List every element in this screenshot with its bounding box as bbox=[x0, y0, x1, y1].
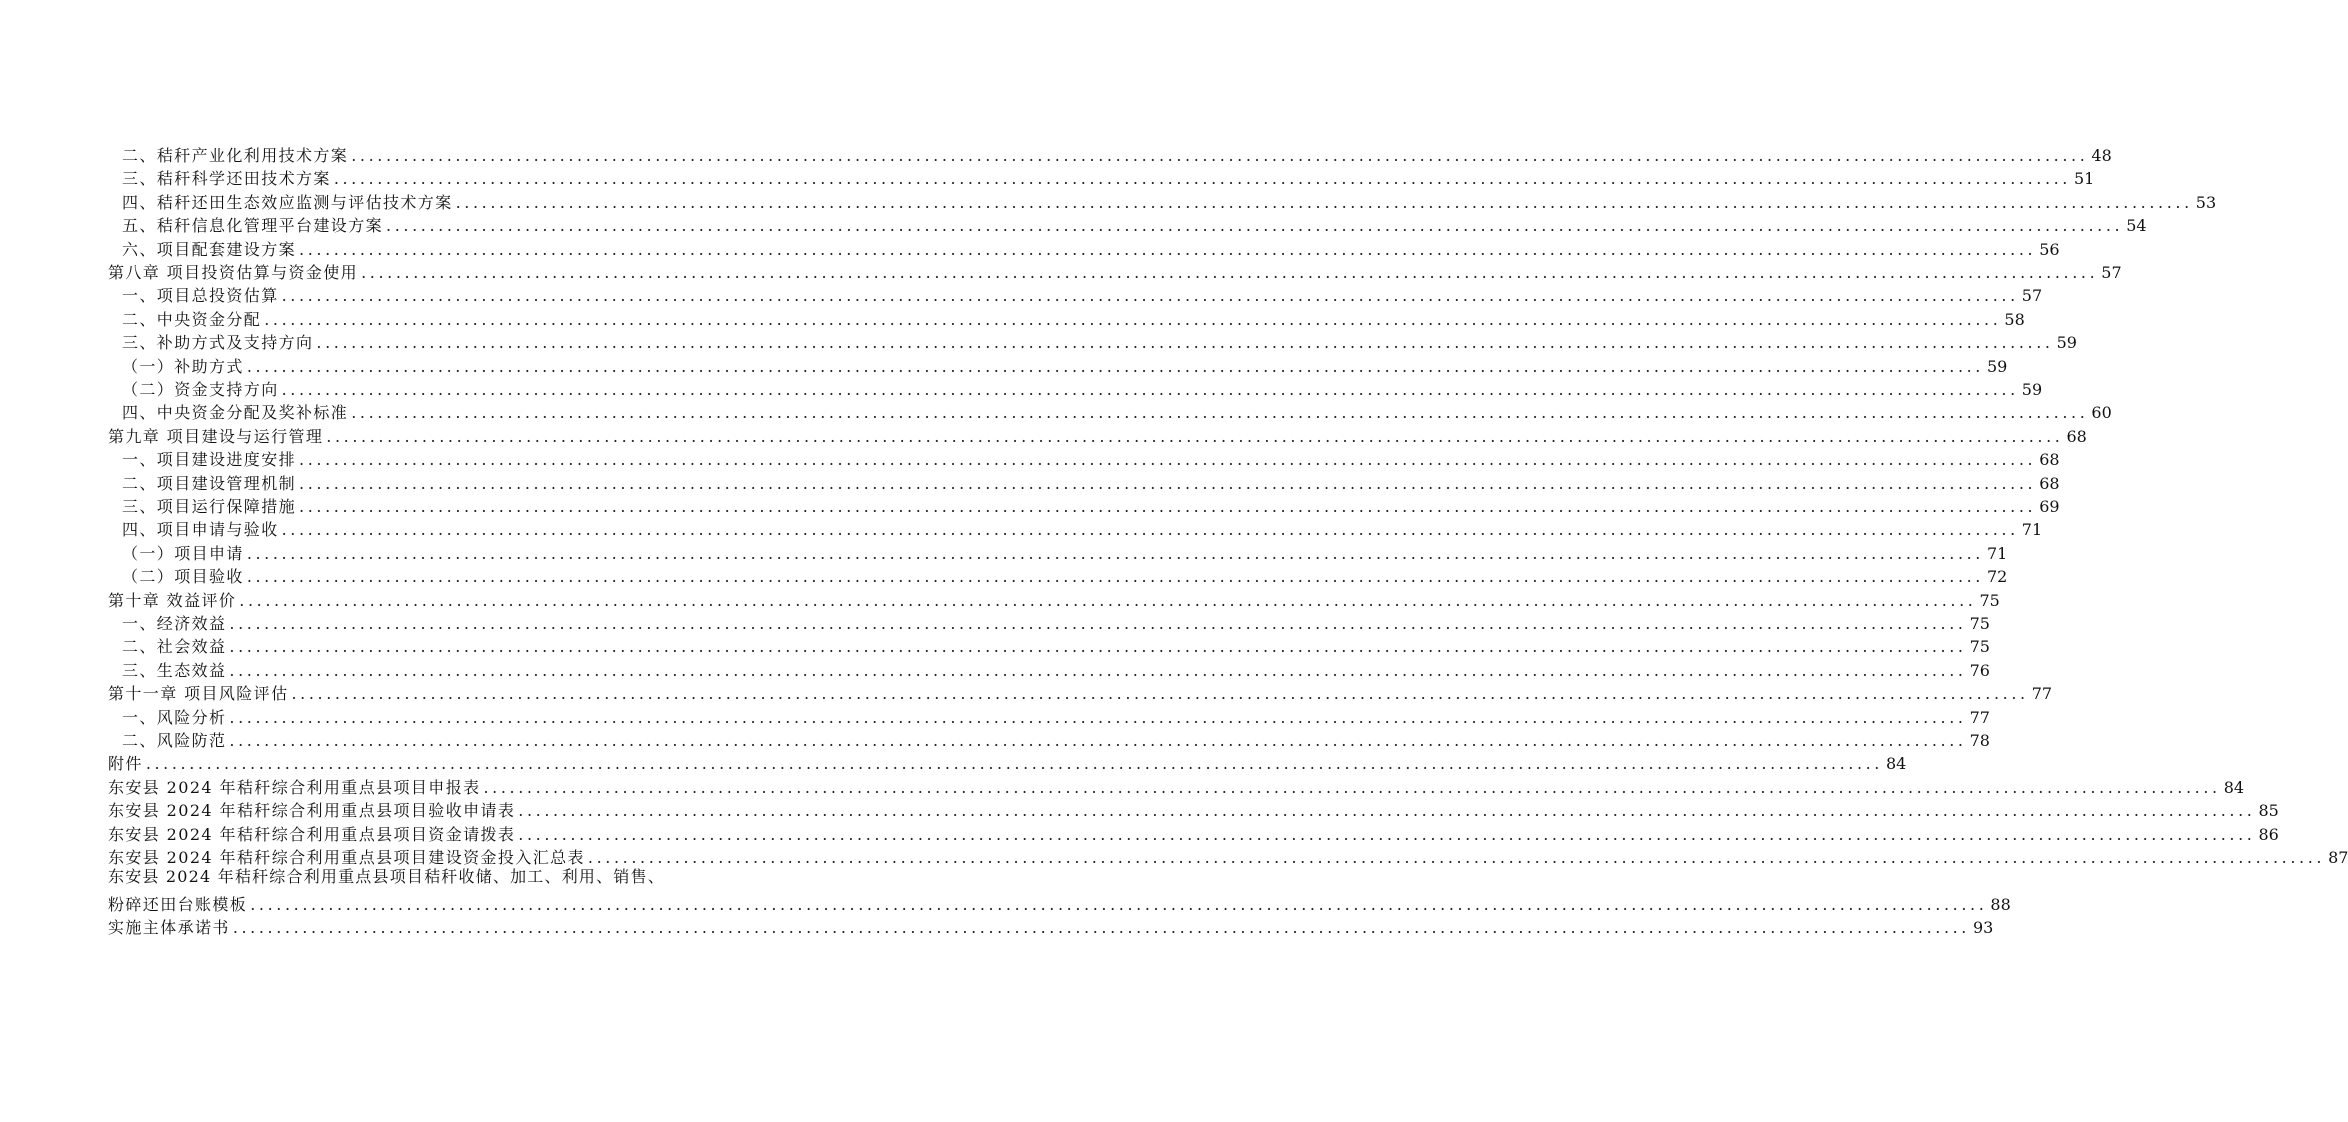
toc-dot-leader: ........................................................................................................................................................................................................ bbox=[246, 543, 1984, 563]
toc-entry[interactable] bbox=[122, 306, 2025, 330]
toc-entry[interactable] bbox=[122, 610, 1990, 634]
toc-dot-leader: ........................................................................................................................................................................................................ bbox=[229, 707, 1967, 727]
toc-entry-title-line1[interactable]: 东安县 2024 年秸秆综合利用重点县项目秸秆收储、加工、利用、销售、 bbox=[108, 867, 665, 887]
toc-entry-title: 第八章 项目投资估算与资金使用 bbox=[108, 263, 359, 282]
toc-entry[interactable] bbox=[122, 329, 2077, 353]
toc-dot-leader: ........................................................................................................................................................................................................ bbox=[229, 731, 1967, 750]
toc-page-number: 72 bbox=[1987, 567, 2008, 587]
toc-entry[interactable] bbox=[122, 563, 2008, 587]
toc-dot-leader: ........................................................................................................................................................................................................ bbox=[145, 754, 1883, 774]
toc-entry[interactable] bbox=[122, 657, 1990, 681]
toc-page-number: 59 bbox=[2021, 380, 2043, 399]
toc-entry-title: （二）资金支持方向 bbox=[122, 380, 279, 399]
toc-entry[interactable] bbox=[122, 446, 2060, 470]
toc-entry[interactable] bbox=[108, 821, 2279, 845]
toc-entry-title: 第十章 效益评价 bbox=[108, 590, 237, 610]
toc-entry[interactable] bbox=[108, 891, 2011, 915]
toc-page-number: 53 bbox=[2195, 192, 2217, 212]
toc-entry[interactable] bbox=[108, 774, 2245, 798]
toc-entry[interactable] bbox=[122, 282, 2043, 306]
toc-entry-title: （二）项目验收 bbox=[122, 567, 244, 587]
toc-page-number: 71 bbox=[2021, 520, 2043, 540]
toc-dot-leader: ........................................................................................................................................................................................................ bbox=[246, 567, 1984, 587]
toc-entry-title: 东安县 2024 年秸秆综合利用重点县项目资金请拨表 bbox=[108, 824, 516, 844]
toc-dot-leader: ........................................................................................................................................................................................................ bbox=[281, 380, 2019, 399]
toc-dot-leader: ........................................................................................................................................................................................................ bbox=[326, 426, 2064, 446]
toc-dot-leader: ........................................................................................................................................................................................................ bbox=[229, 660, 1967, 680]
toc-dot-leader: ........................................................................................................................................................................................................ bbox=[351, 403, 2089, 423]
toc-entry-title: 三、补助方式及支持方向 bbox=[122, 333, 314, 353]
toc-entry-title: 二、项目建设管理机制 bbox=[122, 473, 297, 493]
toc-dot-leader: ........................................................................................................................................................................................................ bbox=[246, 356, 1984, 376]
toc-dot-leader: ........................................................................................................................................................................................................ bbox=[455, 192, 2193, 212]
toc-entry-title: 四、秸秆还田生态效应监测与评估技术方案 bbox=[122, 192, 453, 212]
toc-page-number: 93 bbox=[1973, 918, 1994, 938]
toc-dot-leader: ........................................................................................................................................................................................................ bbox=[239, 590, 1977, 610]
toc-entry[interactable] bbox=[122, 212, 2147, 236]
toc-entry[interactable] bbox=[122, 376, 2043, 400]
toc-page-number: 69 bbox=[2039, 497, 2060, 516]
toc-entry[interactable] bbox=[122, 540, 2008, 564]
toc-page-number: 68 bbox=[2066, 426, 2087, 446]
toc-entry-title: （一）项目申请 bbox=[122, 543, 244, 563]
toc-dot-leader: ........................................................................................................................................................................................................ bbox=[518, 801, 2256, 821]
toc-page-number: 75 bbox=[1969, 637, 1990, 657]
toc-entry-title: 第九章 项目建设与运行管理 bbox=[108, 426, 324, 446]
toc-chapter-entry[interactable] bbox=[108, 259, 2122, 283]
toc-entry-title: 一、项目建设进度安排 bbox=[122, 450, 297, 470]
toc-dot-leader: ........................................................................................................................................................................................................ bbox=[351, 146, 2089, 165]
toc-page-number: 75 bbox=[1979, 590, 2000, 610]
toc-page-number: 84 bbox=[1886, 754, 1907, 774]
toc-entry-title: 二、社会效益 bbox=[122, 637, 227, 657]
toc-dot-leader: ........................................................................................................................................................................................................ bbox=[299, 239, 2037, 259]
toc-entry[interactable] bbox=[122, 236, 2060, 260]
toc-entry-title: 东安县 2024 年秸秆综合利用重点县项目申报表 bbox=[108, 777, 481, 797]
toc-chapter-entry[interactable] bbox=[108, 423, 2087, 447]
toc-entry[interactable] bbox=[122, 704, 1990, 728]
toc-dot-leader: ........................................................................................................................................................................................................ bbox=[333, 169, 2071, 189]
toc-page-number: 59 bbox=[2056, 333, 2077, 353]
toc-dot-leader: ........................................................................................................................................................................................................ bbox=[361, 263, 2099, 282]
toc-dot-leader: ........................................................................................................................................................................................................ bbox=[316, 333, 2054, 353]
toc-entry-title: 三、项目运行保障措施 bbox=[122, 497, 297, 516]
toc-page-number: 57 bbox=[2021, 286, 2043, 306]
toc-entry-title: 第十一章 项目风险评估 bbox=[108, 684, 289, 704]
toc-entry[interactable] bbox=[108, 914, 1994, 938]
toc-entry[interactable] bbox=[122, 353, 2008, 377]
toc-page-number: 60 bbox=[2091, 403, 2112, 423]
toc-entry[interactable] bbox=[122, 399, 2112, 423]
toc-page-number: 77 bbox=[2031, 684, 2053, 704]
toc-entry-title: 一、风险分析 bbox=[122, 707, 227, 727]
toc-entry-title: 一、经济效益 bbox=[122, 614, 227, 633]
toc-page-number: 76 bbox=[1969, 660, 1990, 680]
toc-page-number: 78 bbox=[1969, 731, 1990, 750]
toc-chapter-entry[interactable] bbox=[108, 680, 2053, 704]
toc-entry-title: 六、项目配套建设方案 bbox=[122, 239, 297, 259]
toc-entry-title: 东安县 2024 年秸秆综合利用重点县项目建设资金投入汇总表 bbox=[108, 848, 585, 867]
toc-page-number: 57 bbox=[2101, 263, 2122, 282]
toc-entry[interactable] bbox=[122, 493, 2060, 517]
toc-entry-title: 二、秸秆产业化利用技术方案 bbox=[122, 146, 349, 165]
toc-page-number: 58 bbox=[2004, 309, 2025, 329]
toc-dot-leader: ........................................................................................................................................................................................................ bbox=[250, 894, 1988, 914]
toc-dot-leader: ........................................................................................................................................................................................................ bbox=[281, 286, 2019, 306]
toc-entry-title: 三、秸秆科学还田技术方案 bbox=[122, 169, 331, 189]
toc-dot-leader: ........................................................................................................................................................................................................ bbox=[229, 637, 1967, 657]
toc-entry[interactable] bbox=[122, 165, 2095, 189]
toc-dot-leader: ........................................................................................................................................................................................................ bbox=[291, 684, 2029, 704]
toc-page-number: 56 bbox=[2039, 239, 2060, 259]
toc-entry[interactable] bbox=[108, 797, 2279, 821]
toc-page-number: 51 bbox=[2074, 169, 2095, 189]
toc-page-number: 48 bbox=[2091, 146, 2112, 165]
toc-entry-title: 二、中央资金分配 bbox=[122, 309, 262, 329]
toc-page-number: 85 bbox=[2258, 801, 2279, 821]
toc-entry[interactable] bbox=[108, 750, 1907, 774]
toc-entry[interactable] bbox=[122, 633, 1990, 657]
toc-entry-title: 二、风险防范 bbox=[122, 731, 227, 750]
toc-entry[interactable] bbox=[122, 470, 2060, 494]
toc-page-number: 88 bbox=[1990, 894, 2011, 914]
toc-dot-leader: ........................................................................................................................................................................................................ bbox=[386, 216, 2124, 236]
toc-dot-leader: ........................................................................................................................................................................................................ bbox=[299, 473, 2037, 493]
toc-chapter-entry[interactable] bbox=[108, 587, 2000, 611]
toc-page-number: 86 bbox=[2258, 824, 2279, 844]
toc-entry-title: 三、生态效益 bbox=[122, 660, 227, 680]
toc-page-number: 87 bbox=[2328, 848, 2348, 867]
toc-dot-leader: ........................................................................................................................................................................................................ bbox=[232, 918, 1970, 938]
toc-entry-title: 五、秸秆信息化管理平台建设方案 bbox=[122, 216, 384, 236]
toc-dot-leader: ........................................................................................................................................................................................................ bbox=[483, 777, 2221, 797]
toc-dot-leader: ........................................................................................................................................................................................................ bbox=[281, 520, 2019, 540]
toc-dot-leader: ........................................................................................................................................................................................................ bbox=[518, 824, 2256, 844]
toc-dot-leader: ........................................................................................................................................................................................................ bbox=[299, 450, 2037, 470]
toc-entry-title: 一、项目总投资估算 bbox=[122, 286, 279, 306]
toc-page-number: 68 bbox=[2039, 450, 2060, 470]
toc-entry[interactable] bbox=[108, 844, 2348, 868]
toc-page-number: 77 bbox=[1969, 707, 1990, 727]
toc-page-number: 68 bbox=[2039, 473, 2060, 493]
toc-dot-leader: ........................................................................................................................................................................................................ bbox=[264, 309, 2002, 329]
toc-entry-title-line2: 粉碎还田台账模板 bbox=[108, 894, 248, 914]
toc-page-number: 59 bbox=[1987, 356, 2008, 376]
toc-entry-title: 四、项目申请与验收 bbox=[122, 520, 279, 540]
toc-page-number: 54 bbox=[2126, 216, 2147, 236]
toc-entry[interactable] bbox=[122, 516, 2043, 540]
toc-entry[interactable] bbox=[122, 727, 1990, 751]
toc-entry-title: 实施主体承诺书 bbox=[108, 918, 230, 938]
toc-entry-title: （一）补助方式 bbox=[122, 356, 244, 376]
toc-entry-title: 四、中央资金分配及奖补标准 bbox=[122, 403, 349, 423]
toc-dot-leader: ........................................................................................................................................................................................................ bbox=[587, 848, 2326, 867]
toc-entry-title: 附件 bbox=[108, 754, 143, 774]
toc-entry[interactable] bbox=[122, 142, 2112, 166]
toc-entry-title: 东安县 2024 年秸秆综合利用重点县项目验收申请表 bbox=[108, 801, 516, 821]
toc-page-number: 71 bbox=[1987, 543, 2008, 563]
toc-dot-leader: ........................................................................................................................................................................................................ bbox=[299, 497, 2037, 516]
toc-page-number: 84 bbox=[2223, 777, 2245, 797]
toc-dot-leader: ........................................................................................................................................................................................................ bbox=[229, 614, 1967, 633]
toc-entry[interactable] bbox=[122, 189, 2217, 213]
toc-page-number: 75 bbox=[1969, 614, 1990, 633]
